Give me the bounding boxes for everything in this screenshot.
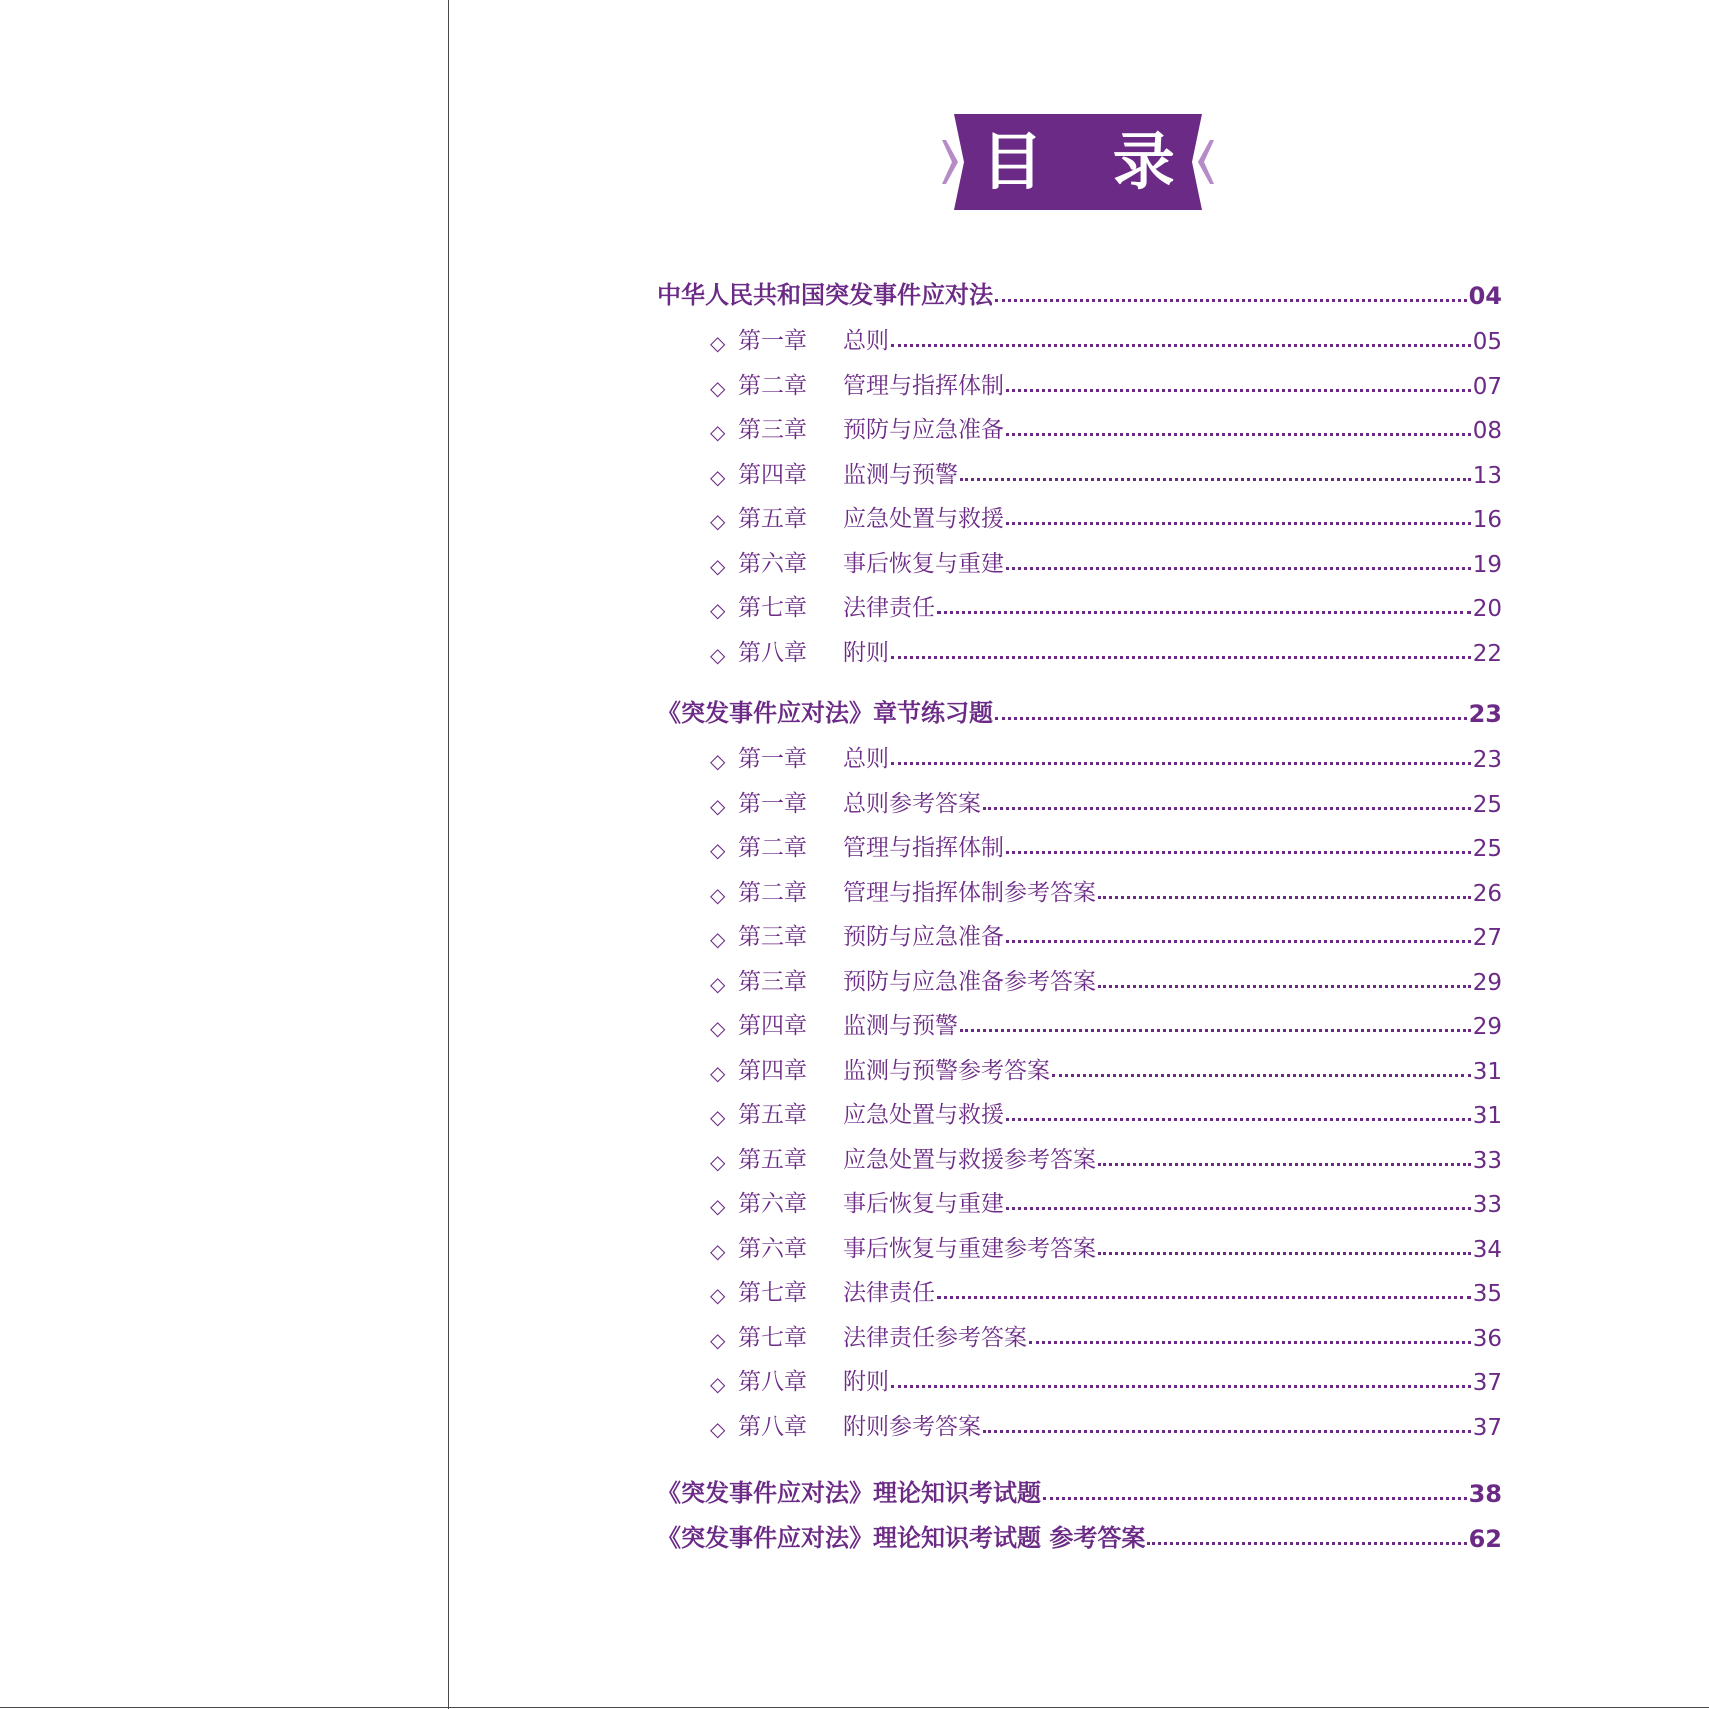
toc-page-number: 13 [1472, 462, 1502, 489]
dot-leader [960, 1029, 1471, 1032]
diamond-bullet-icon: ◇ [710, 838, 726, 862]
toc-chapter-number: 第一章 [738, 746, 807, 772]
dot-leader [937, 1296, 1471, 1299]
toc-page-number: 16 [1472, 507, 1502, 533]
toc-page-number: 35 [1472, 1281, 1502, 1307]
toc-chapter-title: 监测与预警参考答案 [843, 1057, 1050, 1084]
dot-leader [891, 656, 1471, 659]
toc-chapter-number: 第三章 [738, 924, 807, 950]
diamond-bullet-icon: ◇ [710, 1105, 726, 1129]
diamond-bullet-icon: ◇ [710, 882, 726, 907]
toc-chapter-number: 第三章 [738, 968, 807, 995]
page-gutter-rule [448, 0, 449, 1709]
dot-leader [1006, 940, 1471, 943]
toc-chapter-title: 法律责任 [843, 595, 935, 621]
toc-chapter-number: 第五章 [738, 1102, 807, 1128]
toc-page-number: 33 [1472, 1147, 1502, 1174]
diamond-bullet-icon: ◇ [710, 1372, 726, 1396]
toc-chapter-title: 应急处置与救援 [843, 506, 1004, 532]
dot-leader [983, 807, 1471, 810]
toc-chapter-title: 附则参考答案 [843, 1413, 981, 1440]
diamond-bullet-icon: ◇ [710, 642, 726, 667]
toc-page-number: 37 [1472, 1370, 1502, 1396]
toc-chapter-title: 总则 [843, 328, 889, 354]
dot-leader [1052, 1074, 1471, 1077]
toc-page-number: 07 [1472, 373, 1502, 400]
toc-chapter-entry[interactable] [657, 911, 1502, 951]
toc-page-number: 31 [1472, 1058, 1502, 1085]
toc-section-entry[interactable] [657, 270, 1502, 310]
toc-chapter-entry[interactable] [657, 449, 1502, 489]
toc-chapter-number: 第二章 [738, 879, 807, 906]
dot-leader [1098, 1163, 1471, 1166]
toc-page-number: 29 [1472, 1014, 1502, 1040]
diamond-bullet-icon: ◇ [710, 793, 726, 818]
dot-leader [1006, 1118, 1471, 1121]
toc-chapter-title: 总则 [843, 746, 889, 772]
diamond-bullet-icon: ◇ [710, 1016, 726, 1040]
toc-chapter-entry[interactable] [657, 956, 1502, 996]
dot-leader [995, 299, 1467, 302]
dot-leader [1006, 389, 1471, 392]
toc-chapter-title: 应急处置与救援参考答案 [843, 1146, 1096, 1173]
toc-chapter-entry[interactable] [657, 1312, 1502, 1352]
diamond-bullet-icon: ◇ [710, 1238, 726, 1263]
dot-leader [1006, 433, 1471, 436]
toc-chapter-title: 附则 [843, 639, 889, 666]
dot-leader [1043, 1497, 1467, 1500]
toc-section-title: 中华人民共和国突发事件应对法 [657, 281, 993, 309]
toc-chapter-title: 事后恢复与重建 [843, 1191, 1004, 1217]
diamond-bullet-icon: ◇ [710, 420, 726, 444]
diamond-bullet-icon: ◇ [710, 553, 726, 578]
toc-chapter-entry[interactable] [657, 538, 1502, 578]
diamond-bullet-icon: ◇ [710, 1416, 726, 1441]
diamond-bullet-icon: ◇ [710, 1283, 726, 1307]
toc-chapter-title: 法律责任参考答案 [843, 1324, 1027, 1351]
toc-section-entry[interactable] [657, 1468, 1502, 1508]
dot-leader [1029, 1341, 1471, 1344]
toc-chapter-entry[interactable] [657, 867, 1502, 907]
toc-title: 目 录 [981, 125, 1199, 198]
toc-chapter-entry[interactable] [657, 1089, 1502, 1129]
diamond-bullet-icon: ◇ [710, 598, 726, 622]
toc-section-entry[interactable] [657, 1513, 1502, 1553]
page-bottom-rule [0, 1707, 1709, 1708]
toc-chapter-entry[interactable] [657, 1178, 1502, 1218]
toc-page-number: 20 [1472, 596, 1502, 622]
toc-page-number: 23 [1468, 700, 1502, 728]
toc-chapter-number: 第四章 [738, 461, 807, 488]
toc-page-number: 37 [1472, 1414, 1502, 1441]
dot-leader [891, 1385, 1471, 1388]
dot-leader [1006, 851, 1471, 854]
toc-chapter-title: 预防与应急准备 [843, 924, 1004, 950]
dot-leader [1006, 567, 1471, 570]
dot-leader [983, 1430, 1471, 1433]
toc-chapter-number: 第五章 [738, 1146, 807, 1173]
toc-chapter-number: 第七章 [738, 1280, 807, 1306]
toc-chapter-title: 附则 [843, 1369, 889, 1395]
diamond-bullet-icon: ◇ [710, 749, 726, 773]
toc-page-number: 34 [1472, 1236, 1502, 1263]
toc-chapter-number: 第六章 [738, 550, 807, 577]
toc-chapter-number: 第一章 [738, 328, 807, 354]
dot-leader [1006, 1207, 1471, 1210]
diamond-bullet-icon: ◇ [710, 331, 726, 355]
toc-chapter-title: 监测与预警 [843, 1013, 958, 1039]
toc-section-title: 《突发事件应对法》理论知识考试题 参考答案 [657, 1524, 1146, 1552]
dot-leader [1098, 985, 1471, 988]
toc-chapter-number: 第八章 [738, 639, 807, 666]
toc-chapter-entry[interactable] [657, 1134, 1502, 1174]
toc-page-number: 26 [1472, 880, 1502, 907]
toc-page-number: 05 [1472, 329, 1502, 355]
toc-page-number: 23 [1472, 747, 1502, 773]
toc-section-entry[interactable] [657, 688, 1502, 728]
toc-page-number: 33 [1472, 1192, 1502, 1218]
dot-leader [937, 611, 1471, 614]
toc-chapter-number: 第三章 [738, 417, 807, 443]
toc-chapter-title: 管理与指挥体制 [843, 835, 1004, 861]
diamond-bullet-icon: ◇ [710, 1060, 726, 1085]
toc-section-title: 《突发事件应对法》理论知识考试题 [657, 1479, 1041, 1507]
toc-chapter-entry[interactable] [657, 1267, 1502, 1307]
toc-chapter-entry[interactable] [657, 1045, 1502, 1085]
toc-chapter-number: 第七章 [738, 1324, 807, 1351]
toc-chapter-entry[interactable] [657, 1223, 1502, 1263]
toc-chapter-title: 事后恢复与重建 [843, 550, 1004, 577]
toc-chapter-entry[interactable] [657, 1401, 1502, 1441]
toc-chapter-number: 第四章 [738, 1013, 807, 1039]
dot-leader [891, 344, 1471, 347]
toc-chapter-title: 应急处置与救援 [843, 1102, 1004, 1128]
toc-page-number: 38 [1468, 1480, 1502, 1508]
toc-chapter-entry[interactable] [657, 1356, 1502, 1396]
toc-chapter-title: 预防与应急准备 [843, 417, 1004, 443]
diamond-bullet-icon: ◇ [710, 971, 726, 996]
toc-chapter-title: 预防与应急准备参考答案 [843, 968, 1096, 995]
toc-chapter-entry[interactable] [657, 733, 1502, 773]
dot-leader [1006, 522, 1471, 525]
toc-chapter-number: 第六章 [738, 1235, 807, 1262]
toc-page-number: 19 [1472, 551, 1502, 578]
diamond-bullet-icon: ◇ [710, 509, 726, 533]
toc-chapter-number: 第二章 [738, 372, 807, 399]
toc-chapter-entry[interactable] [657, 404, 1502, 444]
toc-chapter-title: 管理与指挥体制参考答案 [843, 879, 1096, 906]
toc-chapter-number: 第七章 [738, 595, 807, 621]
toc-chapter-title: 总则参考答案 [843, 790, 981, 817]
toc-page-number: 25 [1472, 836, 1502, 862]
toc-section-title: 《突发事件应对法》章节练习题 [657, 699, 993, 727]
toc-chapter-entry[interactable] [657, 360, 1502, 400]
toc-page-number: 27 [1472, 925, 1502, 951]
toc-chapter-entry[interactable] [657, 582, 1502, 622]
diamond-bullet-icon: ◇ [710, 375, 726, 400]
toc-chapter-title: 管理与指挥体制 [843, 372, 1004, 399]
dot-leader [1098, 896, 1471, 899]
toc-chapter-entry[interactable] [657, 822, 1502, 862]
toc-page-number: 25 [1472, 791, 1502, 818]
toc-chapter-number: 第五章 [738, 506, 807, 532]
toc-chapter-title: 事后恢复与重建参考答案 [843, 1235, 1096, 1262]
toc-chapter-number: 第一章 [738, 790, 807, 817]
toc-page-number: 36 [1472, 1325, 1502, 1352]
diamond-bullet-icon: ◇ [710, 1327, 726, 1352]
dot-leader [891, 762, 1471, 765]
toc-chapter-entry[interactable] [657, 778, 1502, 818]
toc-chapter-entry[interactable] [657, 627, 1502, 667]
toc-page-number: 62 [1468, 1525, 1502, 1553]
toc-chapter-number: 第二章 [738, 835, 807, 861]
toc-chapter-number: 第八章 [738, 1413, 807, 1440]
dot-leader [995, 717, 1467, 720]
toc-page-number: 22 [1472, 640, 1502, 667]
toc-chapter-entry[interactable] [657, 315, 1502, 355]
toc-page-number: 08 [1472, 418, 1502, 444]
toc-page-number: 31 [1472, 1103, 1502, 1129]
toc-chapter-entry[interactable] [657, 493, 1502, 533]
diamond-bullet-icon: ◇ [710, 1149, 726, 1174]
toc-title-banner [940, 112, 1216, 212]
toc-chapter-title: 法律责任 [843, 1280, 935, 1306]
dot-leader [960, 478, 1471, 481]
dot-leader [1147, 1542, 1466, 1545]
toc-page-number: 04 [1468, 282, 1502, 310]
diamond-bullet-icon: ◇ [710, 927, 726, 951]
diamond-bullet-icon: ◇ [710, 1194, 726, 1218]
toc-chapter-number: 第四章 [738, 1057, 807, 1084]
toc-page-number: 29 [1472, 969, 1502, 996]
dot-leader [1098, 1252, 1471, 1255]
toc-chapter-title: 监测与预警 [843, 461, 958, 488]
toc-chapter-number: 第六章 [738, 1191, 807, 1217]
toc-chapter-entry[interactable] [657, 1000, 1502, 1040]
toc-chapter-number: 第八章 [738, 1369, 807, 1395]
diamond-bullet-icon: ◇ [710, 464, 726, 489]
